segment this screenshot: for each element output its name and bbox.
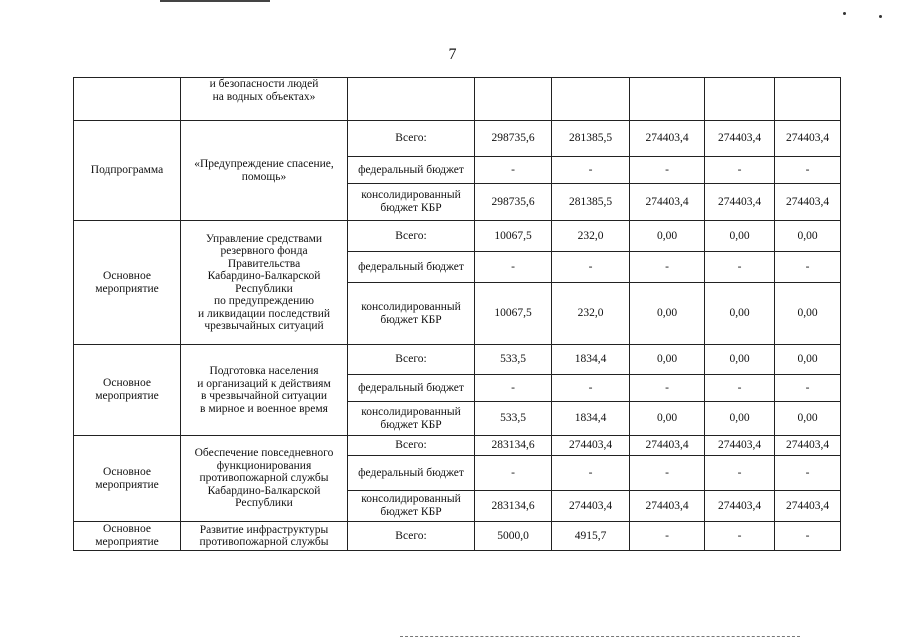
value-cell: 281385,5 — [552, 121, 630, 157]
value-cell: 274403,4 — [775, 491, 841, 522]
value-cell: 274403,4 — [705, 436, 775, 456]
value-cell: - — [552, 375, 630, 402]
value-cell: 0,00 — [775, 221, 841, 252]
value-cell: - — [775, 157, 841, 184]
row-type: Подпрограмма — [74, 121, 181, 221]
table-row — [74, 121, 841, 157]
value-cell: 274403,4 — [630, 184, 705, 221]
funding-source: федеральный бюджет — [348, 456, 475, 491]
value-cell: 274403,4 — [630, 436, 705, 456]
value-cell: 298735,6 — [475, 121, 552, 157]
table-row — [74, 345, 841, 375]
value-cell: - — [552, 456, 630, 491]
table-row — [74, 78, 841, 121]
value-cell: 274403,4 — [630, 491, 705, 522]
value-cell: 274403,4 — [775, 436, 841, 456]
row-type — [74, 78, 181, 121]
table-row — [74, 221, 841, 252]
table-body — [74, 78, 841, 551]
table-row — [74, 522, 841, 551]
value-cell: - — [705, 522, 775, 551]
value-cell: 283134,6 — [475, 491, 552, 522]
value-cell: 10067,5 — [475, 221, 552, 252]
value-cell: - — [552, 252, 630, 283]
value-cell: - — [775, 375, 841, 402]
value-cell: 0,00 — [705, 221, 775, 252]
value-cell: - — [705, 252, 775, 283]
funding-source: консолидированный бюджет КБР — [348, 184, 475, 221]
value-cell: 0,00 — [630, 345, 705, 375]
value-cell: - — [775, 522, 841, 551]
value-cell: 0,00 — [705, 283, 775, 345]
value-cell: - — [552, 157, 630, 184]
measure-name: Управление средствами резервного фонда Правительства Кабардино-Балкарской Республики по предупреждению и ликвидации последствий чрезвычайных ситуаций — [181, 221, 348, 345]
value-cell: 274403,4 — [775, 121, 841, 157]
funding-source — [348, 78, 475, 121]
value-cell — [630, 78, 705, 121]
value-cell: 283134,6 — [475, 436, 552, 456]
value-cell: 533,5 — [475, 345, 552, 375]
measure-name: Развитие инфраструктуры противопожарной службы — [181, 522, 348, 551]
value-cell: 533,5 — [475, 402, 552, 436]
value-cell: 5000,0 — [475, 522, 552, 551]
row-type: Основное мероприятие — [74, 522, 181, 551]
funding-source: консолидированный бюджет КБР — [348, 491, 475, 522]
value-cell: 0,00 — [775, 402, 841, 436]
value-cell: 10067,5 — [475, 283, 552, 345]
scan-speck — [843, 12, 846, 15]
value-cell: 232,0 — [552, 283, 630, 345]
value-cell: - — [475, 375, 552, 402]
funding-source: Всего: — [348, 345, 475, 375]
funding-source: федеральный бюджет — [348, 157, 475, 184]
value-cell: - — [630, 522, 705, 551]
measure-name: и безопасности людей на водных объектах» — [181, 78, 348, 121]
scan-speck — [879, 15, 882, 18]
value-cell — [775, 78, 841, 121]
value-cell: 298735,6 — [475, 184, 552, 221]
value-cell: 0,00 — [630, 402, 705, 436]
funding-source: консолидированный бюджет КБР — [348, 283, 475, 345]
value-cell: 274403,4 — [552, 436, 630, 456]
value-cell: 4915,7 — [552, 522, 630, 551]
funding-source: консолидированный бюджет КБР — [348, 402, 475, 436]
top-rule — [160, 0, 270, 2]
value-cell: - — [705, 157, 775, 184]
value-cell: - — [630, 252, 705, 283]
value-cell: 0,00 — [705, 402, 775, 436]
funding-source: Всего: — [348, 221, 475, 252]
value-cell: - — [705, 375, 775, 402]
value-cell: 0,00 — [630, 221, 705, 252]
bottom-scan-marks — [400, 636, 800, 638]
value-cell: 274403,4 — [705, 121, 775, 157]
measure-name: «Предупреждение спасение, помощь» — [181, 121, 348, 221]
value-cell: 1834,4 — [552, 345, 630, 375]
value-cell: 1834,4 — [552, 402, 630, 436]
table-row — [74, 436, 841, 456]
row-type: Основное мероприятие — [74, 436, 181, 522]
value-cell: - — [775, 456, 841, 491]
page-number: 7 — [448, 46, 457, 63]
value-cell: - — [775, 252, 841, 283]
value-cell: 274403,4 — [552, 491, 630, 522]
row-type: Основное мероприятие — [74, 345, 181, 436]
value-cell: 274403,4 — [775, 184, 841, 221]
value-cell: 232,0 — [552, 221, 630, 252]
measure-name: Обеспечение повседневного функционирования противопожарной службы Кабардино-Балкарской Республики — [181, 436, 348, 522]
value-cell: - — [705, 456, 775, 491]
value-cell — [552, 78, 630, 121]
value-cell: - — [630, 375, 705, 402]
funding-source: федеральный бюджет — [348, 375, 475, 402]
funding-source: Всего: — [348, 522, 475, 551]
funding-source: Всего: — [348, 436, 475, 456]
value-cell — [475, 78, 552, 121]
value-cell: - — [475, 456, 552, 491]
measure-name: Подготовка населения и организаций к действиям в чрезвычайной ситуации в мирное и военное время — [181, 345, 348, 436]
funding-source: федеральный бюджет — [348, 252, 475, 283]
value-cell: - — [630, 157, 705, 184]
value-cell — [705, 78, 775, 121]
value-cell: 0,00 — [775, 283, 841, 345]
value-cell: 274403,4 — [705, 184, 775, 221]
value-cell: - — [630, 456, 705, 491]
value-cell: 0,00 — [705, 345, 775, 375]
budget-table — [73, 77, 841, 551]
value-cell: 274403,4 — [630, 121, 705, 157]
funding-source: Всего: — [348, 121, 475, 157]
row-type: Основное мероприятие — [74, 221, 181, 345]
value-cell: - — [475, 157, 552, 184]
value-cell: 281385,5 — [552, 184, 630, 221]
value-cell: 0,00 — [630, 283, 705, 345]
value-cell: - — [475, 252, 552, 283]
value-cell: 274403,4 — [705, 491, 775, 522]
value-cell: 0,00 — [775, 345, 841, 375]
